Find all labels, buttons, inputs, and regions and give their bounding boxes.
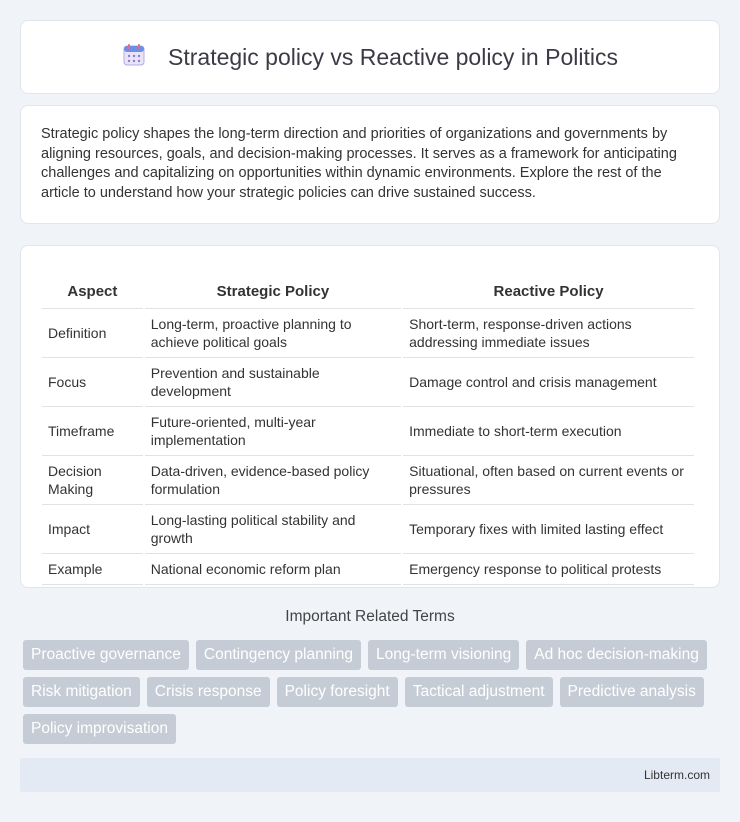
row-aspect: Focus [42, 358, 143, 407]
related-term-tag[interactable]: Long-term visioning [368, 640, 519, 670]
footer [20, 758, 720, 792]
table-row [42, 456, 694, 505]
table-row [42, 407, 694, 456]
comparison-table [40, 266, 696, 585]
intro-card [20, 105, 720, 224]
related-term-tag[interactable]: Proactive governance [23, 640, 189, 670]
related-term-tag[interactable]: Risk mitigation [23, 677, 140, 707]
column-header-reactive: Reactive Policy [403, 266, 694, 309]
related-term-tag[interactable]: Policy foresight [277, 677, 398, 707]
row-strategic: Prevention and sustainable development [145, 358, 401, 407]
row-aspect: Timeframe [42, 407, 143, 456]
row-strategic: Data-driven, evidence-based policy formulation [145, 456, 401, 505]
related-term-tag[interactable]: Contingency planning [196, 640, 361, 670]
row-aspect: Definition [42, 309, 143, 358]
row-reactive: Damage control and crisis management [403, 358, 694, 407]
row-aspect: Decision Making [42, 456, 143, 505]
row-reactive: Situational, often based on current events or pressures [403, 456, 694, 505]
row-reactive: Temporary fixes with limited lasting effect [403, 505, 694, 554]
row-reactive: Immediate to short-term execution [403, 407, 694, 456]
footer-site-link[interactable]: Libterm.com [643, 768, 710, 782]
related-term-tag[interactable]: Policy improvisation [23, 714, 176, 744]
page-title: Strategic policy vs Reactive policy in Politics [168, 43, 618, 70]
calendar-icon [122, 43, 146, 72]
intro-paragraph: Strategic policy shapes the long-term direction and priorities of organizations and governments by aligning resources, goals, and decision-making processes. It serves as a framework for anticipating challenges and capitalizing on opportunities within dynamic environments. Explore the rest of the article to understand how your strategic policies can drive sustained success. [41, 126, 677, 201]
row-reactive: Emergency response to political protests [403, 554, 694, 585]
row-aspect: Impact [42, 505, 143, 554]
row-reactive: Short-term, response-driven actions addressing immediate issues [403, 309, 694, 358]
related-terms-list [23, 640, 723, 744]
column-header-aspect: Aspect [42, 266, 143, 309]
row-strategic: Long-term, proactive planning to achieve political goals [145, 309, 401, 358]
header-card [20, 20, 720, 94]
column-header-strategic: Strategic Policy [145, 266, 401, 309]
row-strategic: Future-oriented, multi-year implementation [145, 407, 401, 456]
comparison-card [20, 245, 720, 588]
related-term-tag[interactable]: Crisis response [147, 677, 270, 707]
related-term-tag[interactable]: Tactical adjustment [405, 677, 553, 707]
table-row [42, 358, 694, 407]
related-term-tag[interactable]: Ad hoc decision-making [526, 640, 707, 670]
table-row [42, 309, 694, 358]
table-row [42, 505, 694, 554]
row-strategic: National economic reform plan [145, 554, 401, 585]
table-row [42, 554, 694, 585]
table-header-row [42, 266, 694, 309]
title-wrap [122, 43, 618, 72]
related-terms-heading: Important Related Terms [285, 608, 455, 625]
related-term-tag[interactable]: Predictive analysis [560, 677, 704, 707]
row-aspect: Example [42, 554, 143, 585]
row-strategic: Long-lasting political stability and growth [145, 505, 401, 554]
